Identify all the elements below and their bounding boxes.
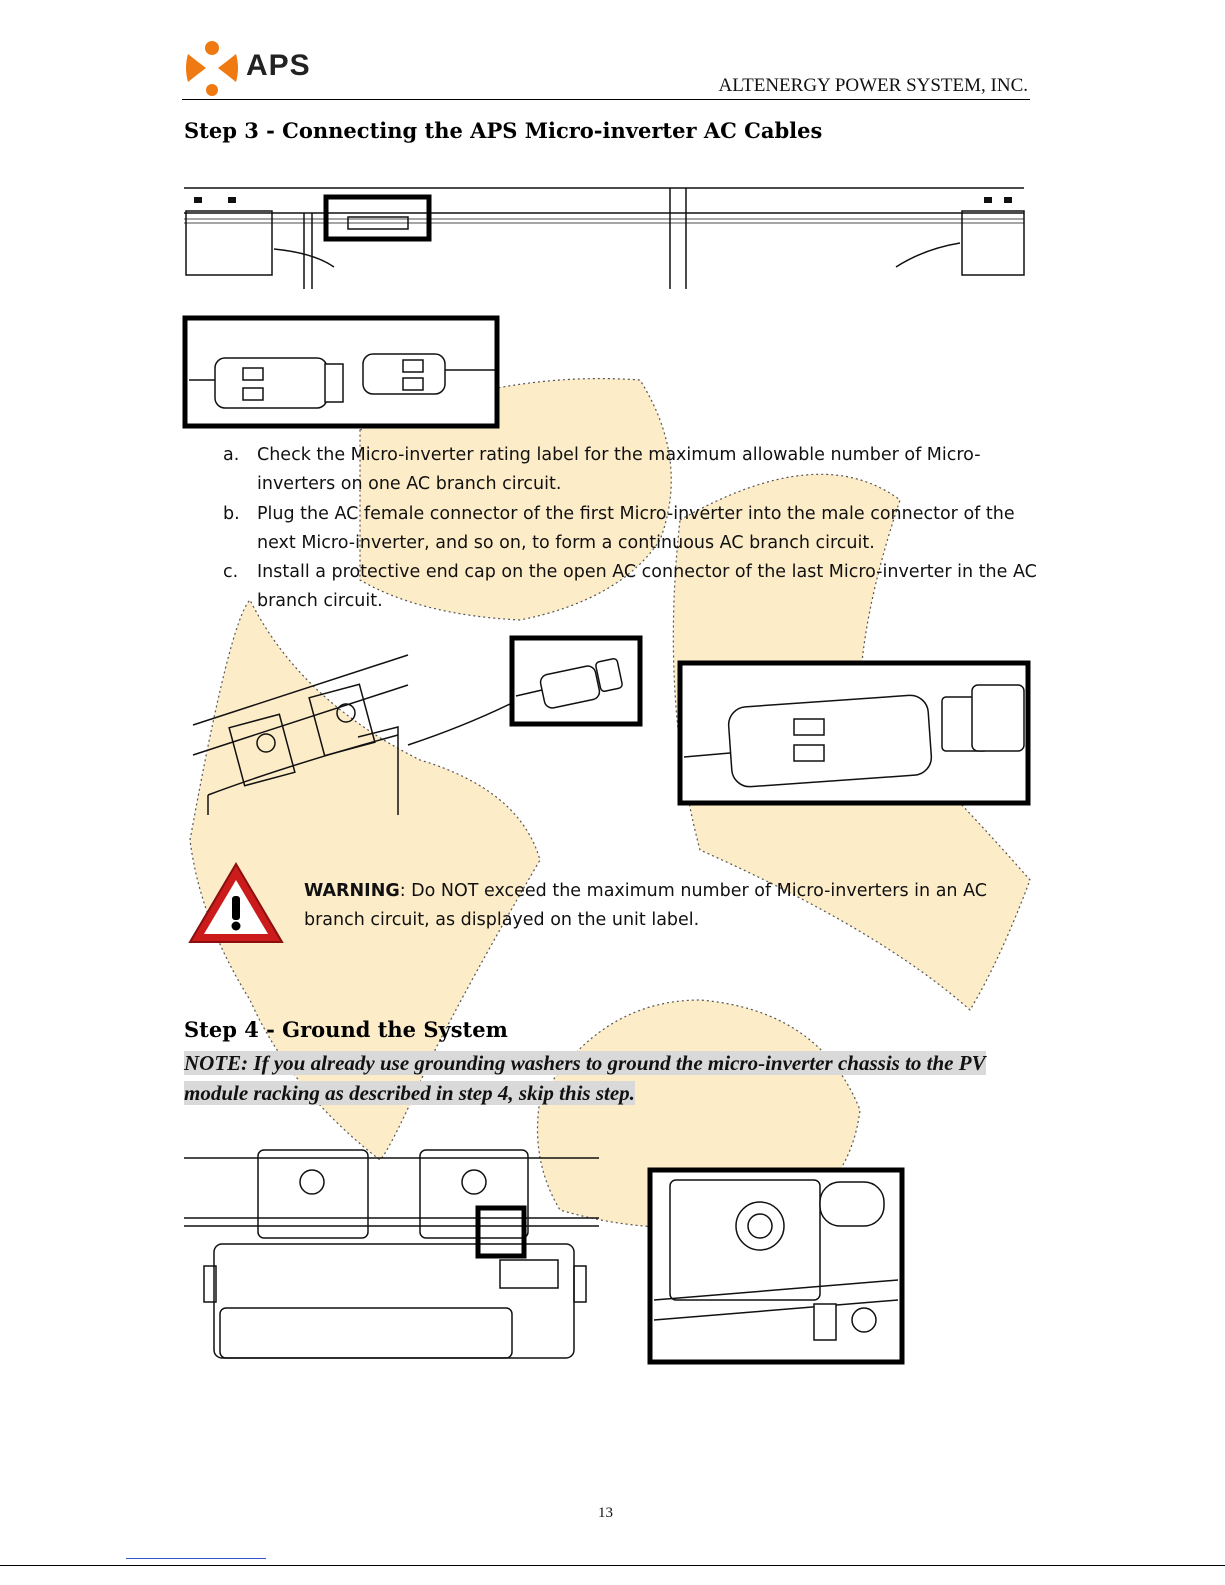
aps-logo-icon bbox=[184, 40, 240, 96]
list-item-label: a. bbox=[223, 445, 240, 465]
warning-body: : Do NOT exceed the maximum number of Micro-inverters in an AC branch circuit, as displayed on the unit label. bbox=[304, 881, 987, 930]
step3-title: Step 3 - Connecting the APS Micro-inverter AC Cables bbox=[184, 118, 823, 143]
list-item-label: b. bbox=[223, 504, 240, 524]
header-divider bbox=[182, 99, 1030, 100]
page-number: 13 bbox=[598, 1505, 613, 1521]
step4-note bbox=[184, 1048, 1024, 1108]
ac-connector-zoom-figure bbox=[185, 318, 497, 426]
grounding-zoom-figure bbox=[650, 1170, 902, 1362]
list-item bbox=[223, 558, 1053, 616]
list-item bbox=[223, 500, 1053, 558]
list-item-text: Plug the AC female connector of the first Micro-inverter into the male connector of the next Micro-inverter, and so on, to form a continuous AC branch circuit. bbox=[257, 504, 1015, 553]
rail-inverter-figure bbox=[184, 183, 1024, 293]
end-cap-zoom-figure bbox=[680, 663, 1028, 803]
company-name: ALTENERGY POWER SYSTEM, INC. bbox=[718, 75, 1028, 96]
list-item-text: Check the Micro-inverter rating label for the maximum allowable number of Micro-inverters on one AC branch circuit. bbox=[257, 445, 981, 494]
logo-text: APS bbox=[246, 49, 311, 82]
list-item-text: Install a protective end cap on the open AC connector of the last Micro-inverter in the AC branch circuit. bbox=[257, 562, 1037, 611]
warning-text bbox=[304, 877, 1032, 935]
inverter-mount-figure bbox=[188, 645, 408, 815]
list-item bbox=[223, 441, 1053, 499]
footnote-separator bbox=[126, 1558, 266, 1559]
end-cap-small-figure bbox=[512, 638, 640, 724]
grounding-figure bbox=[184, 1148, 599, 1358]
step4-title: Step 4 - Ground the System bbox=[184, 1017, 508, 1042]
note-text: NOTE: If you already use grounding washers to ground the micro-inverter chassis to the PV module racking as described in step 4, skip this step. bbox=[184, 1051, 986, 1105]
warning-label: WARNING bbox=[304, 881, 400, 901]
footer-divider bbox=[0, 1565, 1225, 1566]
list-item-label: c. bbox=[223, 562, 239, 582]
warning-triangle-icon bbox=[186, 860, 286, 946]
